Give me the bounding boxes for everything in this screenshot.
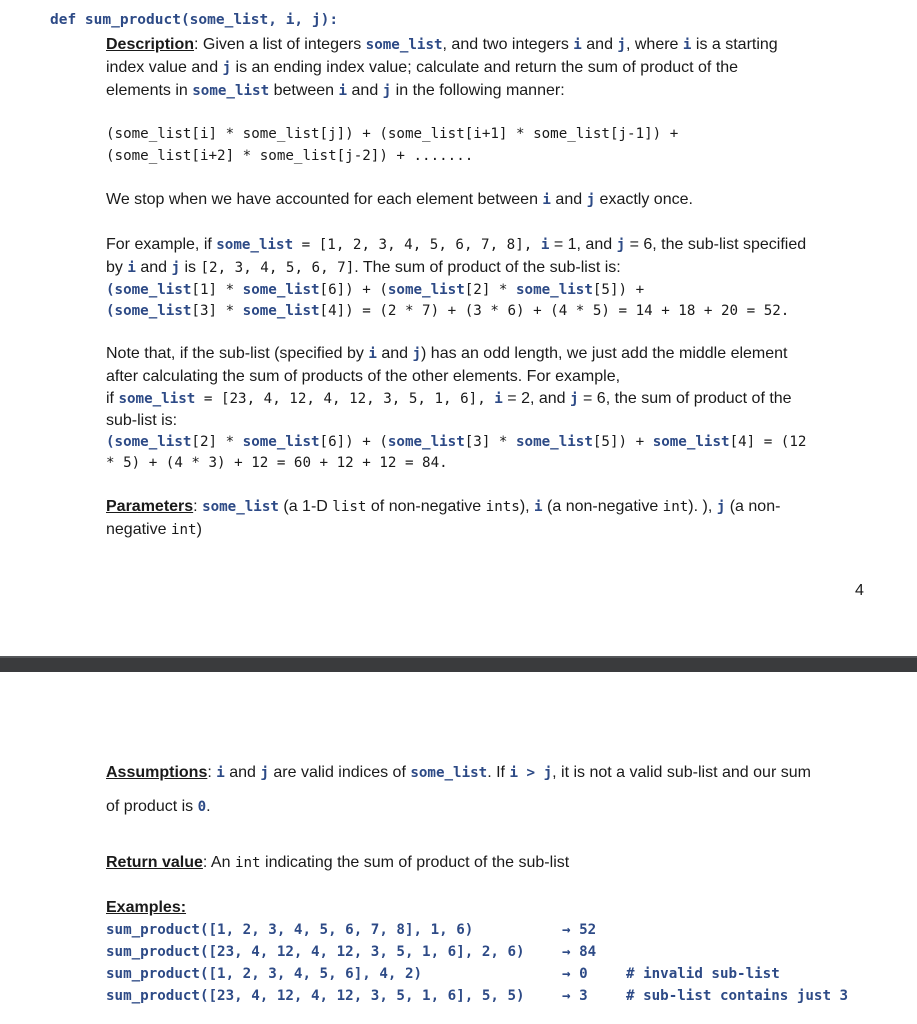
example-result-3: → 0 (562, 966, 588, 982)
example-result-1: → 52 (562, 922, 597, 938)
description-line-3: elements in some_list between i and j in the following manner: (106, 82, 565, 99)
note-line-5: (some_list[2] * some_list[6]) + (some_list[3] * some_list[5]) + some_list[4] = (12 (106, 434, 807, 450)
example1-line-2: by i and j is [2, 3, 4, 5, 6, 7]. The sum of product of the sub-list is: (106, 259, 621, 276)
example-call-4: sum_product([23, 4, 12, 4, 12, 3, 5, 1, 6], 5, 5) (106, 988, 525, 1004)
note-line-1: Note that, if the sub-list (specified by i and j) has an odd length, we just add the middle element (106, 345, 788, 362)
stop-sentence: We stop when we have accounted for each element between i and j exactly once. (106, 191, 693, 208)
example-call-2: sum_product([23, 4, 12, 4, 12, 3, 5, 1, 6], 2, 6) (106, 944, 525, 960)
formula-line-2: (some_list[i+2] * some_list[j-2]) + ....... (106, 148, 474, 164)
note-line-3: if some_list = [23, 4, 12, 4, 12, 3, 5, 1, 6], i = 2, and j = 6, the sum of product of the (106, 390, 792, 407)
assumptions-heading: Assumptions (106, 764, 208, 781)
example1-line-4: (some_list[3] * some_list[4]) = (2 * 7) + (3 * 6) + (4 * 5) = 14 + 18 + 20 = 52. (106, 303, 790, 319)
function-signature: def sum_product(some_list, i, j): (50, 12, 339, 28)
example-comment-4: # sub-list contains just 3 (626, 988, 849, 1004)
assumptions-line-2: of product is 0. (106, 798, 211, 815)
description-line-2: index value and j is an ending index value; calculate and return the sum of product of the (106, 59, 739, 76)
note-line-4: sub-list is: (106, 412, 178, 429)
example-call-1: sum_product([1, 2, 3, 4, 5, 6, 7, 8], 1, 6) (106, 922, 474, 938)
note-line-6: * 5) + (4 * 3) + 12 = 60 + 12 + 12 = 84. (106, 455, 448, 471)
return-value-heading: Return value (106, 854, 203, 871)
description-heading: Description (106, 36, 195, 53)
assumptions-line-1: Assumptions: i and j are valid indices of some_list. If i > j, it is not a valid sub-list and our sum (106, 764, 811, 781)
example-comment-3: # invalid sub-list (626, 966, 780, 982)
formula-line-1: (some_list[i] * some_list[j]) + (some_list[i+1] * some_list[j-1]) + (106, 126, 679, 142)
page-number: 4 (855, 582, 864, 599)
example1-line-3: (some_list[1] * some_list[6]) + (some_list[2] * some_list[5]) + (106, 282, 645, 298)
example-result-2: → 84 (562, 944, 597, 960)
example1-line-1: For example, if some_list = [1, 2, 3, 4, 5, 6, 7, 8], i = 1, and j = 6, the sub-list specified (106, 236, 807, 253)
parameters-line-1: Parameters: some_list (a 1-D list of non-negative ints), i (a non-negative int). ), j (a non- (106, 498, 781, 515)
return-value-line: Return value: An int indicating the sum of product of the sub-list (106, 854, 570, 871)
parameters-line-2: negative int) (106, 521, 202, 538)
description-line-1: Description: Given a list of integers some_list, and two integers i and j, where i is a starting (106, 36, 778, 53)
parameters-heading: Parameters (106, 498, 194, 515)
note-line-2: after calculating the sum of products of the other elements. For example, (106, 368, 621, 385)
page-divider (0, 658, 917, 672)
examples-heading: Examples: (106, 899, 187, 916)
example-call-3: sum_product([1, 2, 3, 4, 5, 6], 4, 2) (106, 966, 423, 982)
example-result-4: → 3 (562, 988, 588, 1004)
